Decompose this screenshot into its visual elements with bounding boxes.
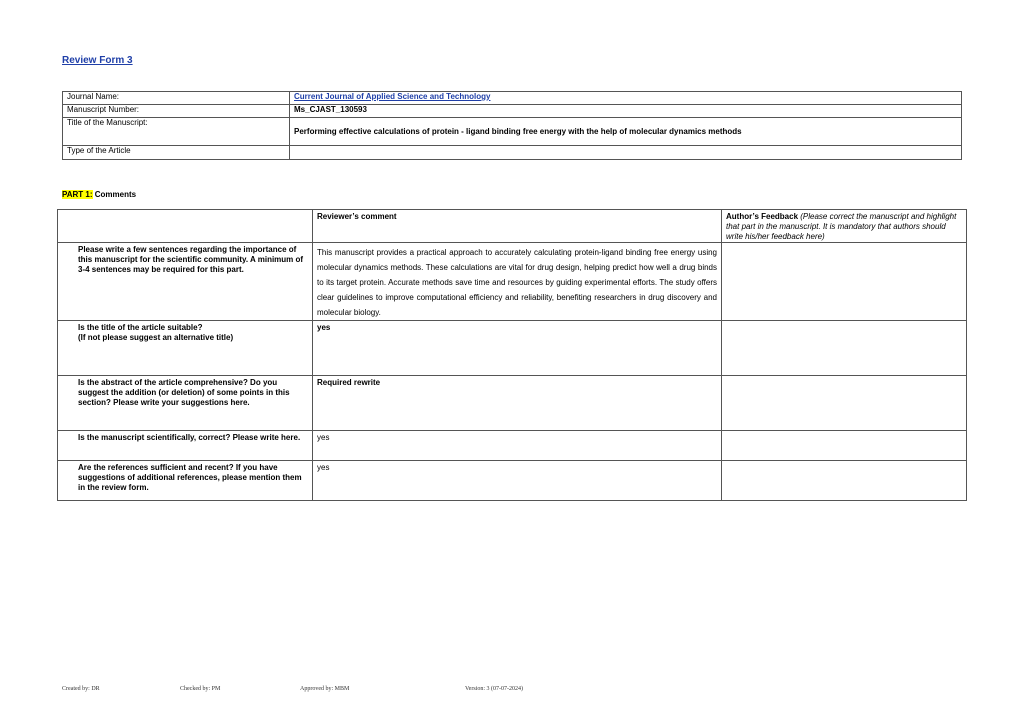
question-abstract: Is the abstract of the article comprehensive? Do you suggest the addition (or deletion) of some points in this section? Please write your suggestions here. xyxy=(58,376,313,431)
comment-title-suitable[interactable]: yes xyxy=(313,321,722,376)
question-references: Are the references sufficient and recent? If you have suggestions of additional references, please mention them in the review form. xyxy=(58,461,313,501)
feedback-importance[interactable] xyxy=(722,243,967,321)
footer-version: Version: 3 (07-07-2024) xyxy=(465,686,523,692)
manuscript-number-row xyxy=(63,105,962,118)
manuscript-info-table xyxy=(62,91,962,160)
journal-row xyxy=(63,92,962,105)
question-scientific: Is the manuscript scientifically, correct? Please write here. xyxy=(58,431,313,461)
reviewer-comment-header: Reviewer’s comment xyxy=(313,210,722,243)
author-feedback-instructions: (Please correct the manuscript and highlight that part in the manuscript. It is mandatory that authors should write his/her feedback here) xyxy=(726,212,957,241)
part1-heading xyxy=(62,190,136,199)
journal-name-label: Journal Name: xyxy=(63,92,290,105)
author-feedback-header xyxy=(722,210,967,243)
comments-table xyxy=(57,209,967,501)
table-row xyxy=(58,431,967,461)
comment-abstract[interactable]: Required rewrite xyxy=(313,376,722,431)
table-row xyxy=(58,376,967,431)
question-importance: Please write a few sentences regarding the importance of this manuscript for the scientific community. A minimum of 3-4 sentences may be required for this part. xyxy=(58,243,313,321)
table-row xyxy=(58,321,967,376)
footer-checked-by: Checked by: PM xyxy=(180,686,221,692)
manuscript-number-label: Manuscript Number: xyxy=(63,105,290,118)
comments-header-row xyxy=(58,210,967,243)
journal-name-link[interactable]: Current Journal of Applied Science and Technology xyxy=(294,92,491,101)
manuscript-title-row xyxy=(63,118,962,146)
comment-references[interactable]: yes xyxy=(313,461,722,501)
manuscript-number-value: Ms_CJAST_130593 xyxy=(290,105,962,118)
part1-title: Comments xyxy=(92,190,137,199)
feedback-abstract[interactable] xyxy=(722,376,967,431)
footer-created-by: Created by: DR xyxy=(62,686,100,692)
article-type-value[interactable] xyxy=(290,146,962,160)
article-type-row xyxy=(63,146,962,160)
article-type-label: Type of the Article xyxy=(63,146,290,160)
comment-scientific[interactable]: yes xyxy=(313,431,722,461)
journal-name-cell xyxy=(290,92,962,105)
form-title-link[interactable]: Review Form 3 xyxy=(62,55,133,66)
feedback-title-suitable[interactable] xyxy=(722,321,967,376)
table-row xyxy=(58,461,967,501)
question-title-suitable: Is the title of the article suitable? (If not please suggest an alternative title) xyxy=(58,321,313,376)
part1-label: PART 1: xyxy=(62,190,93,199)
manuscript-title-label: Title of the Manuscript: xyxy=(63,118,290,146)
manuscript-title-value: Performing effective calculations of protein - ligand binding free energy with the help of molecular dynamics methods xyxy=(290,118,962,146)
feedback-references[interactable] xyxy=(722,461,967,501)
table-row xyxy=(58,243,967,321)
feedback-scientific[interactable] xyxy=(722,431,967,461)
comment-importance[interactable]: This manuscript provides a practical approach to accurately calculating protein-ligand binding free energy using molecular dynamics methods. These calculations are vital for drug design, helping predict how well a drug binds to its target protein. Accurate methods save time and resources by guiding experimental efforts. The study offers clear guidelines to improve computational efficiency and reliability, benefiting researchers in drug discovery and molecular biology. xyxy=(313,243,722,321)
header-blank-cell xyxy=(58,210,313,243)
footer-approved-by: Approved by: MBM xyxy=(300,686,350,692)
author-feedback-title: Author’s Feedback xyxy=(726,212,799,221)
